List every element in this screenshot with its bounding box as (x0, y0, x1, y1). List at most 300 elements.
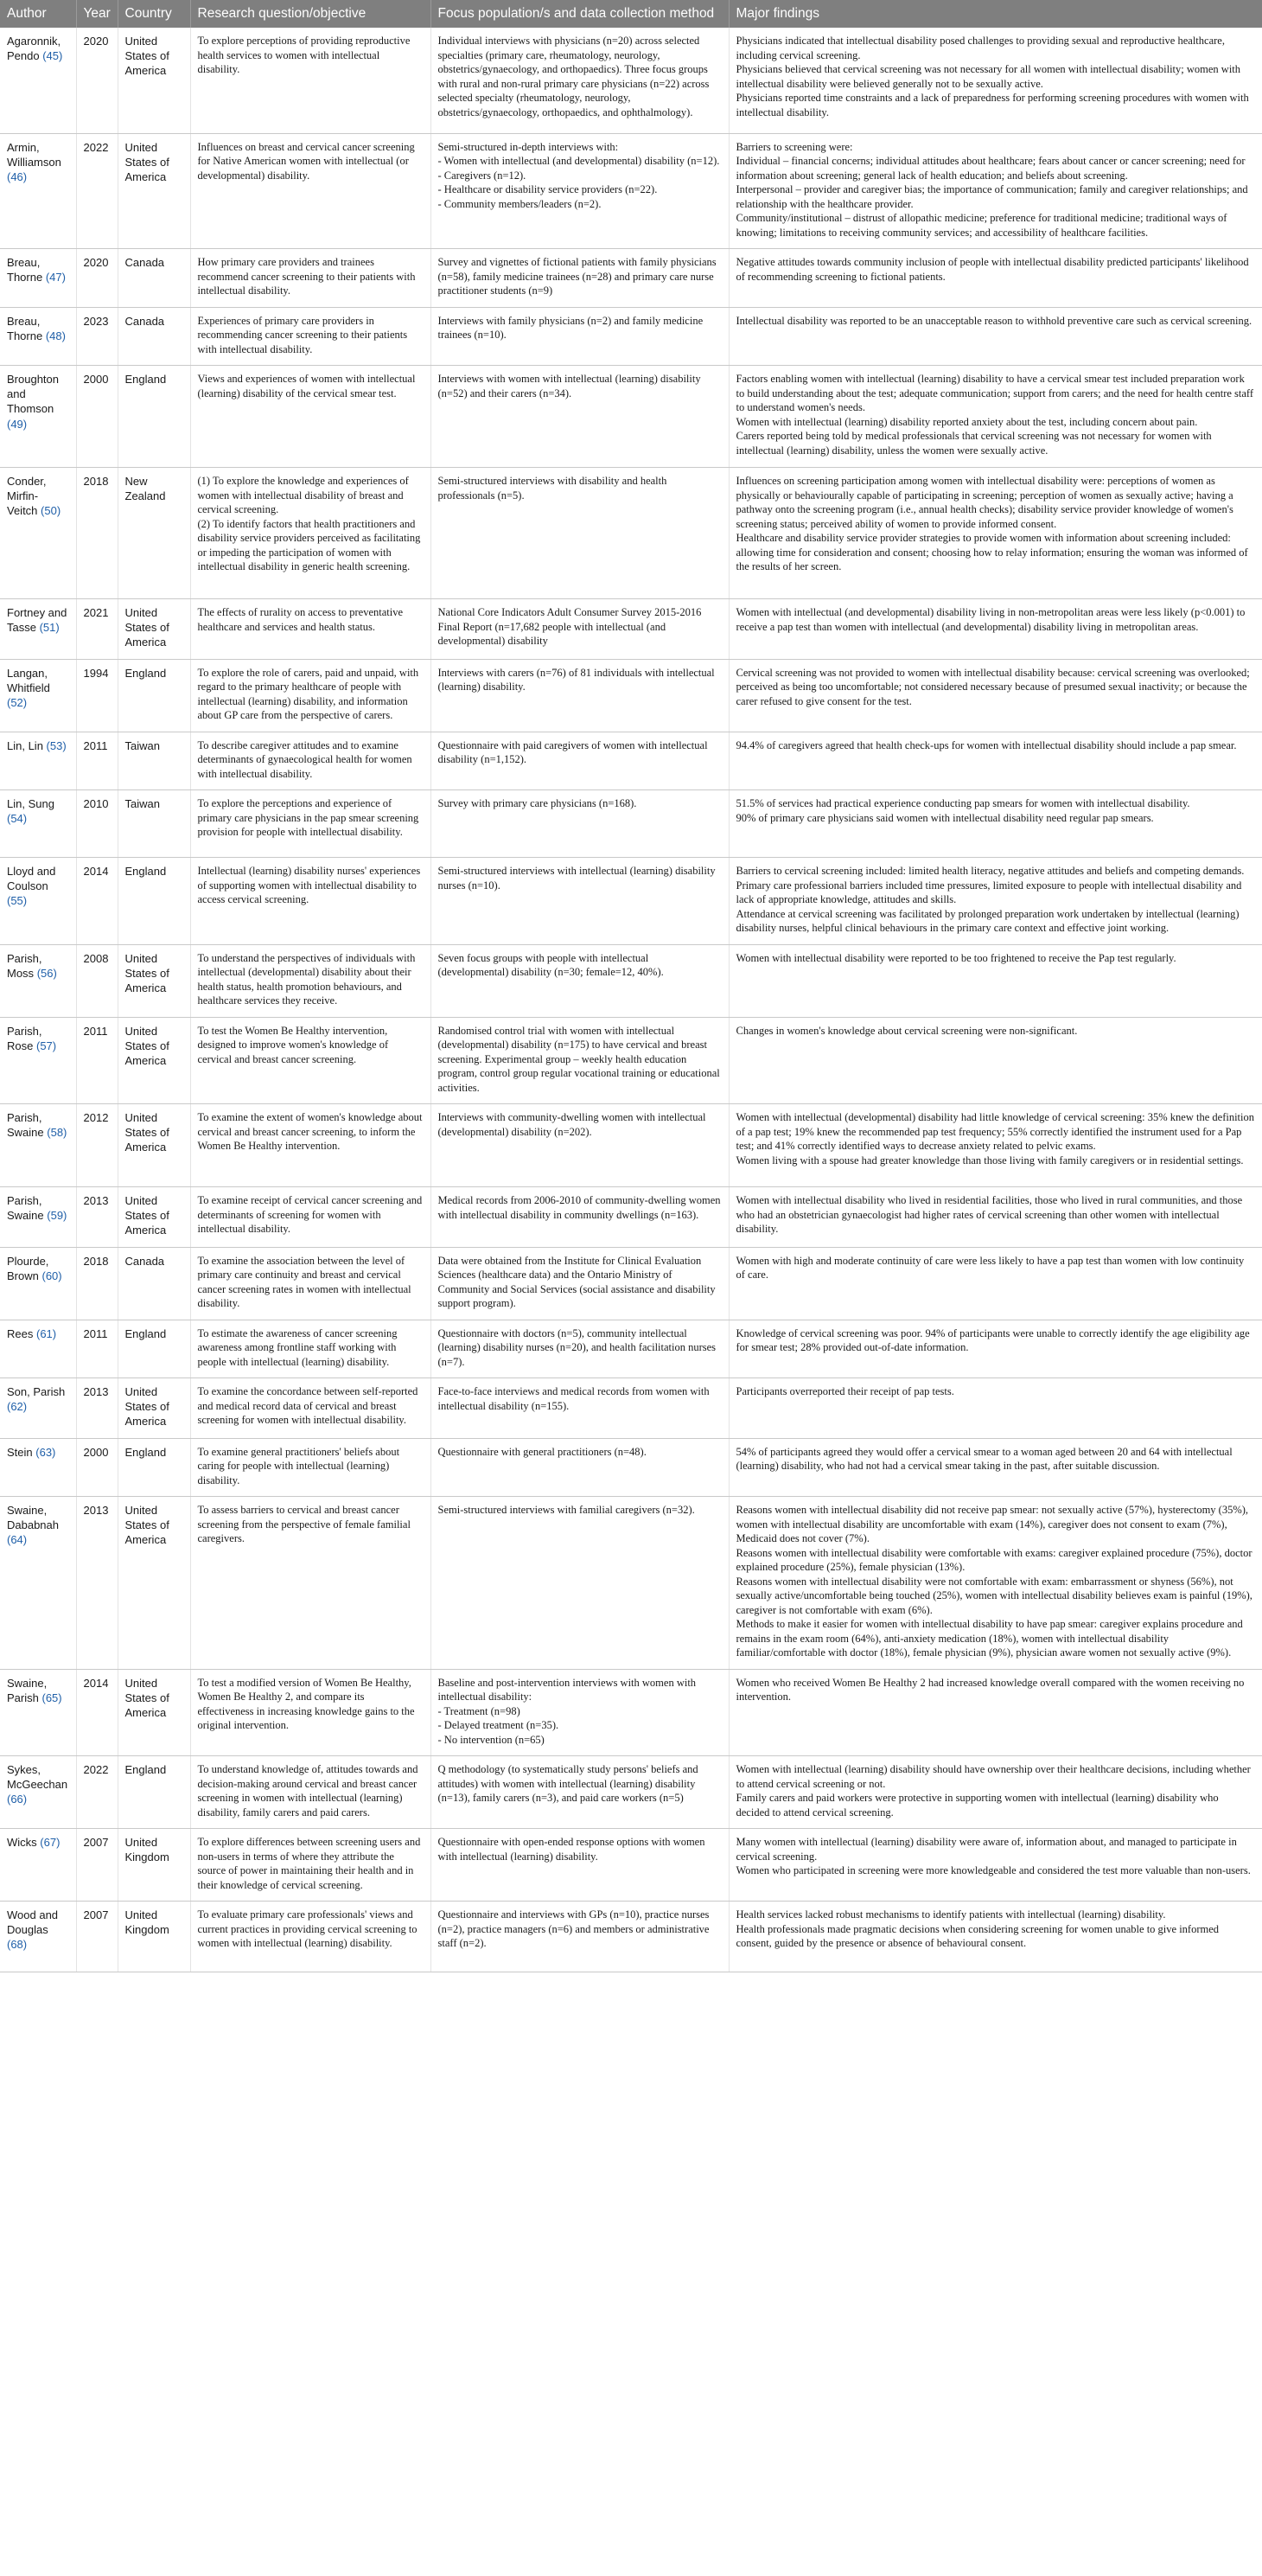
cell-research-question (190, 732, 430, 790)
cell-method-line: Q methodology (to systematically study persons' beliefs and attitudes) with women with intellectual (learning) disability (n=13), family carers (n=3), and paid care workers (n=5) (437, 1763, 698, 1805)
cell-method-line: Interviews with women with intellectual (learning) disability (n=52) and their carers (n=34). (437, 373, 701, 400)
author-name: Armin, Williamson (7, 140, 61, 169)
header-year: Year (76, 0, 118, 28)
cell-country: United States of America (118, 1104, 190, 1187)
author-name: Breau, Thorne (7, 314, 43, 342)
cell-author (0, 1320, 76, 1378)
author-name: Agaronnik, Pendo (7, 35, 61, 63)
cell-country: United Kingdom (118, 1829, 190, 1902)
cell-author (0, 659, 76, 732)
author-name: Langan, Whitfield (7, 666, 50, 694)
cell-research-question-line: To understand the perspectives of individuals with intellectual (developmental) disability about their health status, health promotion behaviours, and healthcare services they receive. (197, 951, 416, 1007)
cell-method (430, 1104, 729, 1187)
table-row (0, 1756, 1262, 1829)
cell-year: 2007 (76, 1902, 118, 1972)
table-row (0, 1187, 1262, 1247)
cell-research-question (190, 1497, 430, 1670)
reference-link[interactable]: (66) (7, 1793, 28, 1806)
header-research-question: Research question/objective (190, 0, 430, 28)
cell-year: 2018 (76, 1247, 118, 1320)
author-name: Swaine, Dababnah (7, 1504, 59, 1532)
table-row (0, 790, 1262, 858)
cell-author (0, 1247, 76, 1320)
author-name: Broughton and Thomson (7, 373, 59, 416)
table-row (0, 1669, 1262, 1756)
cell-method-line: Baseline and post-intervention interviews with women with intellectual disability: (437, 1676, 697, 1703)
cell-findings-line: Health professionals made pragmatic decisions when considering screening for women unable to give informed consent, guided by the presence or absence of behavioural consent. (736, 1922, 1220, 1950)
cell-findings-line: Women with intellectual (developmental) disability had little knowledge of cervical screening: 35% knew the definition of a pap test; 19% knew the recommended pap test frequency; 55% correctly identified the instrument used for a Pap test; and 41% correctly identified ways to decrease anxiety related to pelvic exams. (736, 1111, 1255, 1153)
cell-research-question-line: To explore the perceptions and experience of primary care physicians in the pap smear screening provision for people with intellectual disability. (197, 797, 419, 839)
table-row (0, 133, 1262, 249)
cell-country: England (118, 366, 190, 468)
reference-link[interactable]: (65) (41, 1691, 62, 1704)
cell-method-line: - Caregivers (n=12). (437, 169, 526, 182)
cell-research-question (190, 1438, 430, 1497)
cell-method-line: Interviews with community-dwelling women with intellectual (developmental) disability (n=202). (437, 1111, 706, 1138)
cell-method-line: National Core Indicators Adult Consumer Survey 2015-2016 Final Report (n=17,682 people with intellectual (and developmental) disability (437, 606, 702, 648)
cell-findings (729, 1378, 1262, 1438)
table-row (0, 944, 1262, 1017)
cell-method (430, 133, 729, 249)
reference-link[interactable]: (62) (7, 1400, 28, 1414)
cell-findings (729, 1104, 1262, 1187)
cell-method (430, 1756, 729, 1829)
cell-findings-line: 94.4% of caregivers agreed that health check-ups for women with intellectual disability should include a pap smear. (736, 738, 1237, 751)
cell-findings-line: 90% of primary care physicians said women with intellectual disability need regular pap smears. (736, 811, 1154, 824)
cell-country: Canada (118, 249, 190, 308)
cell-findings (729, 1187, 1262, 1247)
cell-method (430, 659, 729, 732)
reference-link[interactable]: (53) (46, 738, 67, 752)
cell-research-question-line: To examine the concordance between self-reported and medical record data of cervical and breast screening for women with intellectual disability. (197, 1385, 418, 1427)
cell-country: United States of America (118, 1187, 190, 1247)
cell-research-question-line: The effects of rurality on access to preventative healthcare and services and health status. (197, 606, 404, 633)
reference-link[interactable]: (52) (7, 695, 28, 709)
table-row (0, 307, 1262, 366)
reference-link[interactable]: (63) (35, 1445, 56, 1459)
cell-country: United States of America (118, 28, 190, 133)
cell-findings-line: 51.5% of services had practical experience conducting pap smears for women with intellectual disability. (736, 797, 1190, 810)
cell-research-question (190, 944, 430, 1017)
cell-findings-line: Barriers to screening were: (736, 140, 853, 153)
author-name: Lloyd and Coulson (7, 865, 56, 893)
author-name: Parish, Swaine (7, 1111, 44, 1140)
cell-method-line: Seven focus groups with people with intellectual (developmental) disability (n=30; female=12, 40%). (437, 951, 664, 979)
cell-findings-line: Health services lacked robust mechanisms to identify patients with intellectual (learning) disability. (736, 1908, 1166, 1921)
cell-country: United States of America (118, 1497, 190, 1670)
cell-findings-line: Individual – financial concerns; individual attitudes about healthcare; fears about cancer or cancer screening; need for information about screening; general lack of health education; and beliefs about screening. (736, 155, 1246, 182)
table-row (0, 858, 1262, 945)
cell-findings-line: Carers reported being told by medical professionals that cervical screening was not necessary for women with intellectual (learning) disability, unless the women were sexually active. (736, 430, 1212, 457)
cell-research-question-line: To test a modified version of Women Be Healthy, Women Be Healthy 2, and compare its effectiveness in increasing knowledge gains to the original intervention. (197, 1676, 415, 1732)
author-name: Son, Parish (7, 1385, 66, 1399)
cell-research-question-line: To explore the role of carers, paid and unpaid, with regard to the primary healthcare of people with intellectual (learning) disability, and information about GP care from the perspective of carers. (197, 666, 419, 722)
cell-country: United States of America (118, 1669, 190, 1756)
cell-findings-line: Cervical screening was not provided to women with intellectual disability because: cervical screening was overlooked; perceived as being too uncomfortable; not considered necessary because of presumed sexual inactivity; or because the carer refused to give consent for the test. (736, 666, 1250, 707)
cell-method-line: Medical records from 2006-2010 of community-dwelling women with intellectual disability in community dwellings (n=163). (437, 1194, 721, 1221)
cell-research-question (190, 1320, 430, 1378)
cell-method-line: Semi-structured interviews with familial caregivers (n=32). (437, 1504, 695, 1517)
cell-year: 2014 (76, 1669, 118, 1756)
cell-author (0, 28, 76, 133)
cell-method-line: Randomised control trial with women with intellectual (developmental) disability (n=175) to have cervical and breast screening. Experimental group – weekly health education program, control group regular vocational training or educational activities. (437, 1024, 720, 1094)
cell-country: Canada (118, 307, 190, 366)
reference-link[interactable]: (60) (41, 1269, 62, 1282)
cell-method (430, 1902, 729, 1972)
cell-findings-line: Reasons women with intellectual disability did not receive pap smear: not sexually active (57%), hysterectomy (35%), women with intellectual disability are uncomfortable with exam (14%), caregiver does not consent to exam (7%), Medicaid does not cover (7%). (736, 1504, 1249, 1545)
cell-findings (729, 133, 1262, 249)
cell-year: 2023 (76, 307, 118, 366)
table-row (0, 599, 1262, 659)
cell-research-question (190, 790, 430, 858)
cell-research-question-line: To examine receipt of cervical cancer screening and determinants of screening for women with intellectual disability. (197, 1194, 423, 1236)
author-name: Parish, Moss (7, 951, 42, 980)
table-row (0, 28, 1262, 133)
cell-research-question-line: Views and experiences of women with intellectual (learning) disability of the cervical smear test. (197, 373, 416, 400)
cell-research-question-line: Intellectual (learning) disability nurses' experiences of supporting women with intellectual disability to access cervical screening. (197, 865, 421, 906)
cell-country: New Zealand (118, 468, 190, 599)
cell-findings (729, 1829, 1262, 1902)
table-row (0, 659, 1262, 732)
cell-findings (729, 790, 1262, 858)
cell-research-question (190, 366, 430, 468)
cell-research-question (190, 1829, 430, 1902)
author-name: Lin, Sung (7, 797, 54, 811)
cell-findings-line: Intellectual disability was reported to be an unacceptable reason to withhold preventive care such as cervical screening. (736, 314, 1252, 327)
author-name: Swaine, Parish (7, 1676, 48, 1704)
table-row (0, 732, 1262, 790)
reference-link[interactable]: (61) (35, 1326, 57, 1340)
cell-country: Canada (118, 1247, 190, 1320)
cell-findings-line: Attendance at cervical screening was facilitated by prolonged preparation work undertaken by intellectual (learning) disability nurses, helpful clinical behaviours in the primary care context and effective joint working. (736, 907, 1240, 935)
cell-country: United Kingdom (118, 1902, 190, 1972)
cell-method-line: Data were obtained from the Institute for Clinical Evaluation Sciences (healthcare data) and the Ontario Ministry of Community and Social Services (social assistance and disability support program). (437, 1254, 716, 1310)
reference-link[interactable]: (56) (36, 966, 57, 980)
table-row (0, 1104, 1262, 1187)
author-name: Parish, Rose (7, 1024, 42, 1052)
cell-findings-line: Many women with intellectual (learning) disability were aware of, information about, and managed to participate in cervical screening. (736, 1836, 1237, 1863)
cell-findings (729, 659, 1262, 732)
cell-findings-line: Factors enabling women with intellectual (learning) disability to have a cervical smear test included preparation work to build understanding about the test; adequate communication; support from carers; and the need for health centre staff to understand women's needs. (736, 373, 1254, 414)
cell-findings-line: Changes in women's knowledge about cervical screening were non-significant. (736, 1024, 1078, 1037)
cell-findings-line: Healthcare and disability service provider strategies to provide women with information about screening included: allowing time for consideration and consent; choosing how to relay information; ensuring the woman was informed of the results of her screen. (736, 532, 1248, 573)
author-name: Lin, Lin (7, 738, 43, 752)
cell-method (430, 1247, 729, 1320)
cell-method (430, 1497, 729, 1670)
author-name: Wood and Douglas (7, 1908, 59, 1937)
reference-link[interactable]: (50) (41, 504, 61, 518)
cell-year: 2013 (76, 1497, 118, 1670)
cell-findings-line: Reasons women with intellectual disability were not comfortable with exam: embarrassment or shyness (56%), not sexually active/uncomfortable being touched (25%), women with intellectual disability believes exam is painful (19%), caregiver is not comfortable with exam (6%). (736, 1575, 1252, 1616)
cell-author (0, 1104, 76, 1187)
cell-findings (729, 1902, 1262, 1972)
cell-year: 2022 (76, 133, 118, 249)
author-name: Rees (7, 1326, 34, 1340)
cell-findings-line: Negative attitudes towards community inclusion of people with intellectual disability predicted participants' likelihood of recommending screening to fictional patients. (736, 256, 1249, 283)
cell-country: United States of America (118, 599, 190, 659)
author-name: Sykes, McGeechan (7, 1763, 68, 1792)
author-name: Conder, Mirfin-Veitch (7, 475, 47, 518)
reference-link[interactable]: (51) (39, 621, 60, 635)
cell-method-line: Individual interviews with physicians (n=20) across selected specialties (primary care, rheumatology, neurology, obstetrics/gynaecology, and orthopaedics). Three focus groups with rural and non-rural primary care physicians (n=22) across selected specialty (rheumatology, neurology, obstetrics/gynaecology, orthopaedics, and ophthalmology). (437, 35, 710, 118)
cell-research-question (190, 659, 430, 732)
cell-year: 2000 (76, 1438, 118, 1497)
header-country: Country (118, 0, 190, 28)
cell-author (0, 858, 76, 945)
cell-findings-line: Women with intellectual (learning) disability should have ownership over their healthcare decisions, including whether to attend cervical screening or not. (736, 1763, 1251, 1790)
header-method: Focus population/s and data collection method (430, 0, 729, 28)
cell-method-line: Semi-structured in-depth interviews with: (437, 140, 619, 153)
cell-research-question (190, 1902, 430, 1972)
reference-link[interactable]: (68) (7, 1938, 28, 1952)
cell-method (430, 468, 729, 599)
cell-findings (729, 599, 1262, 659)
cell-year: 2008 (76, 944, 118, 1017)
reference-link[interactable]: (45) (42, 49, 63, 63)
cell-year: 2013 (76, 1378, 118, 1438)
cell-method (430, 366, 729, 468)
cell-year: 2013 (76, 1187, 118, 1247)
cell-findings-line: Physicians believed that cervical screening was not necessary for all women with intellectual disability; women with intellectual disability were believed generally not to be sexually active. (736, 63, 1241, 90)
cell-country: England (118, 1438, 190, 1497)
author-name: Parish, Swaine (7, 1194, 44, 1223)
cell-author (0, 307, 76, 366)
cell-findings (729, 1669, 1262, 1756)
cell-method-line: Questionnaire with general practitioners (n=48). (437, 1445, 647, 1458)
reference-link[interactable]: (64) (7, 1533, 28, 1547)
cell-research-question-line: To examine general practitioners' beliefs about caring for people with intellectual (learning) disability. (197, 1445, 400, 1486)
reference-link[interactable]: (46) (7, 169, 28, 183)
cell-findings-line: Participants overreported their receipt of pap tests. (736, 1385, 954, 1398)
cell-findings (729, 1320, 1262, 1378)
cell-year: 2020 (76, 249, 118, 308)
cell-research-question (190, 1017, 430, 1104)
cell-author (0, 1497, 76, 1670)
cell-country: Taiwan (118, 790, 190, 858)
table-row (0, 1497, 1262, 1670)
cell-research-question (190, 249, 430, 308)
cell-findings (729, 1017, 1262, 1104)
cell-research-question (190, 1104, 430, 1187)
reference-link[interactable]: (57) (35, 1039, 57, 1052)
cell-research-question (190, 1756, 430, 1829)
cell-research-question (190, 1187, 430, 1247)
cell-research-question-line: To assess barriers to cervical and breast cancer screening from the perspective of female familial caregivers. (197, 1504, 411, 1545)
cell-method-line: - Treatment (n=98) (437, 1704, 520, 1717)
cell-country: England (118, 1320, 190, 1378)
cell-research-question-line: (2) To identify factors that health practitioners and disability service providers perceived as facilitating or impeding the participation of women with intellectual disability in generic health screening. (197, 517, 421, 573)
header-author: Author (0, 0, 76, 28)
header-findings: Major findings (729, 0, 1262, 28)
cell-findings-line: Methods to make it easier for women with intellectual disability to have pap smear: caregiver explains procedure and remains in the exam room (64%), anti-anxiety medication (18%), women with intellectual disability familiar/comfortable with doctor (18%), female physician (9%), physician aware women not sexually active (9%). (736, 1618, 1243, 1659)
cell-findings-line: Women who received Women Be Healthy 2 had increased knowledge overall compared with the women receiving no intervention. (736, 1676, 1245, 1703)
cell-year: 2000 (76, 366, 118, 468)
cell-findings (729, 249, 1262, 308)
cell-method-line: Face-to-face interviews and medical records from women with intellectual disability (n=155). (437, 1385, 710, 1412)
cell-findings-line: Physicians indicated that intellectual disability posed challenges to providing sexual and reproductive healthcare, including cervical screening. (736, 35, 1225, 61)
cell-year: 2012 (76, 1104, 118, 1187)
cell-findings-line: Women with high and moderate continuity of care were less likely to have a pap test than women with low continuity of care. (736, 1254, 1245, 1282)
cell-research-question (190, 858, 430, 945)
author-name: Stein (7, 1445, 33, 1459)
cell-research-question (190, 1669, 430, 1756)
cell-year: 2021 (76, 599, 118, 659)
cell-findings (729, 1756, 1262, 1829)
cell-country: United States of America (118, 133, 190, 249)
table-row (0, 468, 1262, 599)
table-row (0, 1017, 1262, 1104)
cell-method (430, 1017, 729, 1104)
cell-method-line: Semi-structured interviews with intellectual (learning) disability nurses (n=10). (437, 865, 716, 892)
cell-findings (729, 307, 1262, 366)
cell-findings-line: Knowledge of cervical screening was poor. 94% of participants were unable to correctly identify the age eligibility age for smear test; 28% provided out-of-date information. (736, 1326, 1250, 1354)
cell-author (0, 1187, 76, 1247)
reference-link[interactable]: (59) (47, 1209, 67, 1223)
cell-findings-line: Women living with a spouse had greater knowledge than those living with family caregivers or in residential settings. (736, 1154, 1244, 1167)
reference-link[interactable]: (47) (45, 271, 66, 284)
cell-research-question (190, 133, 430, 249)
cell-author (0, 1438, 76, 1497)
cell-author (0, 133, 76, 249)
cell-findings (729, 1497, 1262, 1670)
cell-year: 2011 (76, 1017, 118, 1104)
cell-research-question-line: To describe caregiver attitudes and to examine determinants of gynaecological health for women with intellectual disability. (197, 738, 412, 780)
cell-research-question (190, 599, 430, 659)
reference-link[interactable]: (48) (45, 329, 66, 342)
cell-research-question-line: To understand knowledge of, attitudes towards and decision-making around cervical and breast cancer screening in women with intellectual (learning) disability, family carers and paid carers. (197, 1763, 418, 1819)
cell-country: United States of America (118, 1017, 190, 1104)
reference-link[interactable]: (49) (7, 417, 28, 431)
reference-link[interactable]: (54) (7, 812, 28, 826)
cell-method-line: - Community members/leaders (n=2). (437, 197, 602, 210)
cell-method-line: - Healthcare or disability service providers (n=22). (437, 183, 658, 196)
cell-method (430, 1829, 729, 1902)
cell-year: 2007 (76, 1829, 118, 1902)
cell-method (430, 858, 729, 945)
cell-findings-line: Reasons women with intellectual disability were comfortable with exams: caregiver explained procedure (75%), doctor explained procedure (25%), female physician (13%). (736, 1546, 1252, 1574)
cell-author (0, 249, 76, 308)
cell-author (0, 468, 76, 599)
author-name: Fortney and Tasse (7, 606, 67, 635)
reference-link[interactable]: (67) (40, 1836, 61, 1850)
cell-findings-line: Influences on screening participation among women with intellectual disability were: perceptions of women as physically or behaviourally capable of participating in screening; perception of women as sexually active; having a pathway onto the screening program (i.e., annual health checks); disability service provider knowledge of women's screening status; perceived ability of women to provide informed consent. (736, 475, 1233, 530)
cell-country: United States of America (118, 1378, 190, 1438)
cell-author (0, 1902, 76, 1972)
cell-country: England (118, 1756, 190, 1829)
cell-country: England (118, 659, 190, 732)
table-header (0, 0, 1262, 28)
cell-method-line: - No intervention (n=65) (437, 1733, 545, 1746)
cell-author (0, 1756, 76, 1829)
cell-method-line: Survey and vignettes of fictional patients with family physicians (n=58), family medicine trainees (n=28) and primary care nurse practitioner students (n=9) (437, 256, 717, 297)
table-row (0, 1247, 1262, 1320)
cell-findings-line: Interpersonal – provider and caregiver bias; the importance of communication; family and caregiver relationships; and relationship with the healthcare provider. (736, 183, 1248, 210)
reference-link[interactable]: (55) (7, 894, 28, 908)
cell-method-line: Questionnaire with open-ended response options with women with intellectual (learning) disability. (437, 1836, 705, 1863)
cell-research-question-line: To estimate the awareness of cancer screening awareness among frontline staff working with people with intellectual (learning) disability. (197, 1326, 398, 1368)
cell-method (430, 1378, 729, 1438)
cell-findings (729, 944, 1262, 1017)
cell-findings-line: Women who participated in screening were more knowledgeable and considered the test more valuable than non-users. (736, 1864, 1251, 1877)
cell-findings (729, 732, 1262, 790)
cell-research-question (190, 307, 430, 366)
cell-year: 2011 (76, 732, 118, 790)
cell-method (430, 599, 729, 659)
cell-findings (729, 366, 1262, 468)
cell-research-question-line: (1) To explore the knowledge and experiences of women with intellectual disability of breast and cervical screening. (197, 475, 409, 516)
cell-findings-line: Women with intellectual (and developmental) disability living in non-metropolitan areas were less likely (p<0.001) to receive a pap test than women with intellectual (and developmental) disability living in metropolitan areas. (736, 606, 1246, 633)
cell-research-question-line: To evaluate primary care professionals' views and current practices in providing cervical screening to women with intellectual (learning) disability. (197, 1908, 417, 1950)
cell-year: 1994 (76, 659, 118, 732)
cell-findings-line: Barriers to cervical screening included: limited health literacy, negative attitudes and beliefs and competing demands. Primary care professional barriers included time pressures, limited exposure to people with intellectual disability and lack of appropriate knowledge, attitudes and skills. (736, 865, 1245, 906)
cell-author (0, 1378, 76, 1438)
cell-findings-line: Women with intellectual (learning) disability reported anxiety about the test, including concern about pain. (736, 415, 1198, 428)
author-name: Wicks (7, 1836, 37, 1850)
cell-method (430, 1320, 729, 1378)
cell-method (430, 307, 729, 366)
cell-findings (729, 468, 1262, 599)
cell-research-question-line: Influences on breast and cervical cancer screening for Native American women with intellectual (or developmental) disability. (197, 140, 415, 182)
cell-research-question-line: To explore perceptions of providing reproductive health services to women with intellectual disability. (197, 35, 411, 76)
cell-country: Taiwan (118, 732, 190, 790)
cell-research-question-line: To examine the extent of women's knowledge about cervical and breast cancer screening, to inform the Women Be Healthy intervention. (197, 1111, 423, 1153)
cell-author (0, 1829, 76, 1902)
cell-findings-line: Physicians reported time constraints and a lack of preparedness for performing screening procedures with women with intellectual disability. (736, 92, 1249, 118)
cell-findings-line: Family carers and paid workers were protective in supporting women with intellectual (learning) disability who decided to attend cervical screening. (736, 1792, 1219, 1819)
cell-author (0, 1017, 76, 1104)
author-name: Plourde, Brown (7, 1254, 49, 1282)
cell-findings-line: Community/institutional – distrust of allopathic medicine; preference for traditional medicine; traditional ways of knowing; limitations to receiving community services; and accessibility of healthcare facilities. (736, 212, 1227, 239)
cell-method-line: Interviews with family physicians (n=2) and family medicine trainees (n=10). (437, 314, 704, 342)
cell-findings (729, 1247, 1262, 1320)
cell-research-question (190, 468, 430, 599)
cell-research-question-line: To test the Women Be Healthy intervention, designed to improve women's knowledge of cervical and breast cancer screening. (197, 1024, 389, 1065)
cell-findings-line: Women with intellectual disability were reported to be too frightened to receive the Pap test regularly. (736, 951, 1176, 964)
table-row (0, 249, 1262, 308)
cell-findings (729, 28, 1262, 133)
cell-method (430, 944, 729, 1017)
cell-author (0, 599, 76, 659)
cell-author (0, 944, 76, 1017)
cell-year: 2014 (76, 858, 118, 945)
cell-findings (729, 858, 1262, 945)
cell-research-question (190, 1378, 430, 1438)
cell-year: 2010 (76, 790, 118, 858)
cell-country: England (118, 858, 190, 945)
cell-method (430, 1187, 729, 1247)
table-row (0, 1902, 1262, 1972)
cell-method-line: Questionnaire with paid caregivers of women with intellectual disability (n=1,152). (437, 738, 708, 766)
table-body (0, 28, 1262, 1972)
cell-method (430, 790, 729, 858)
cell-findings (729, 1438, 1262, 1497)
cell-findings-line: 54% of participants agreed they would offer a cervical smear to a woman aged between 20 and 64 with intellectual (learning) disability, who had not had a cervical smear taking in the past, after suitable discussion. (736, 1445, 1233, 1473)
table-row (0, 1829, 1262, 1902)
cell-year: 2020 (76, 28, 118, 133)
table-row (0, 366, 1262, 468)
cell-method (430, 1669, 729, 1756)
cell-research-question-line: How primary care providers and trainees recommend cancer screening to their patients with intellectual disability. (197, 256, 416, 297)
cell-author (0, 1669, 76, 1756)
cell-method (430, 1438, 729, 1497)
cell-findings-line: Women with intellectual disability who lived in residential facilities, those who lived in rural communities, and those who had an obstetrician gynaecologist had higher rates of cervical screening than other women with intellectual disability. (736, 1194, 1243, 1236)
cell-year: 2022 (76, 1756, 118, 1829)
table-row (0, 1378, 1262, 1438)
reference-link[interactable]: (58) (47, 1126, 67, 1140)
table-row (0, 1320, 1262, 1378)
cell-country: United States of America (118, 944, 190, 1017)
cell-research-question-line: To explore differences between screening users and non-users in terms of where they attribute the source of power in maintaining their health and in their knowledge of cervical screening. (197, 1836, 421, 1891)
